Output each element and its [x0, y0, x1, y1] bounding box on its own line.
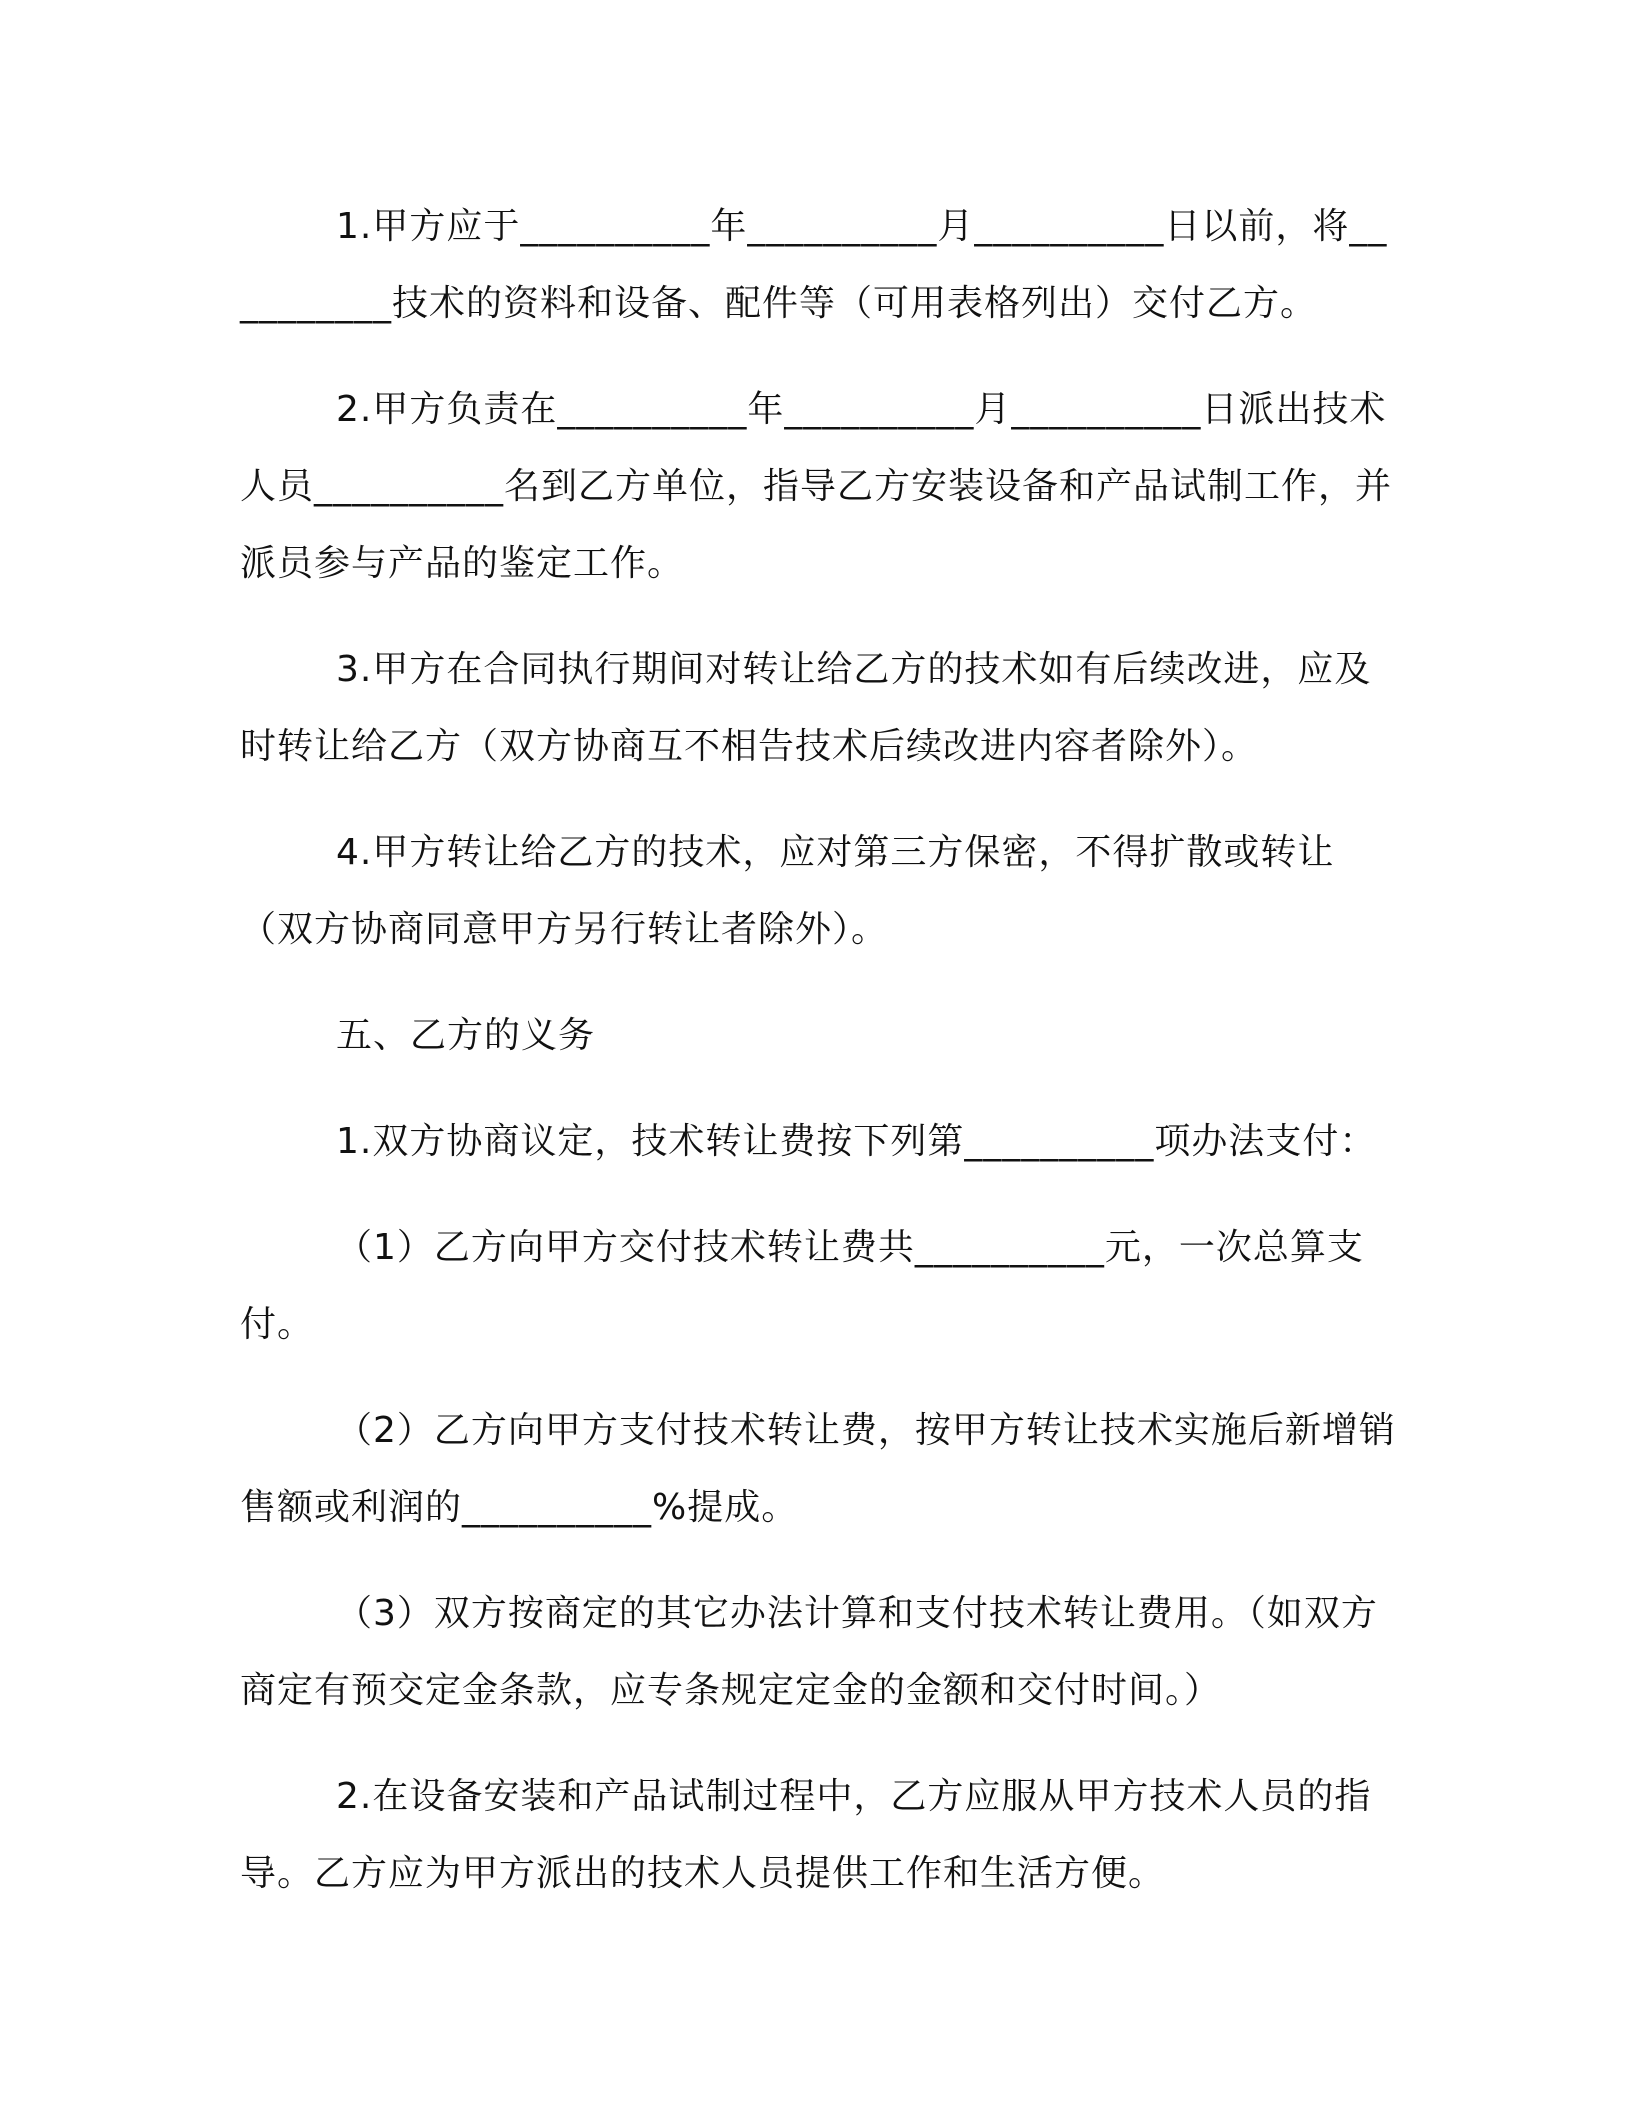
section-heading-party-b-obligations: 五、乙方的义务: [336, 1015, 596, 1056]
clause-1-delivery: 1.甲方应于__________年__________月__________日以前，将__________技术的资料和设备、配件等（可用表格列出）交付乙方。: [240, 206, 1388, 324]
clause-6-cooperation: 2.在设备安装和产品试制过程中，乙方应服从甲方技术人员的指导。乙方应为甲方派出的技术人员提供工作和生活方便。: [240, 1776, 1372, 1894]
clause-5-option-3: （3）双方按商定的其它办法计算和支付技术转让费用。（如双方商定有预交定金条款，应专条规定定金的金额和交付时间。）: [240, 1593, 1378, 1711]
clause-5-option-2: （2）乙方向甲方支付技术转让费，按甲方转让技术实施后新增销售额或利润的__________%提成。: [240, 1410, 1396, 1528]
clause-5-fee-method: 1.双方协商议定，技术转让费按下列第__________项办法支付：: [336, 1121, 1377, 1162]
clause-2-technicians: 2.甲方负责在__________年__________月__________日派出技术人员__________名到乙方单位，指导乙方安装设备和产品试制工作，并派员参与产品的鉴定工作。: [240, 389, 1393, 584]
contract-body: [240, 188, 1400, 1912]
clause-3-improvements: 3.甲方在合同执行期间对转让给乙方的技术如有后续改进，应及时转让给乙方（双方协商互不相告技术后续改进内容者除外）。: [240, 649, 1372, 767]
clause-4-confidentiality: 4.甲方转让给乙方的技术，应对第三方保密，不得扩散或转让（双方协商同意甲方另行转让者除外）。: [240, 832, 1335, 950]
clause-5-option-1: （1）乙方向甲方交付技术转让费共__________元，一次总算支付。: [240, 1227, 1364, 1345]
